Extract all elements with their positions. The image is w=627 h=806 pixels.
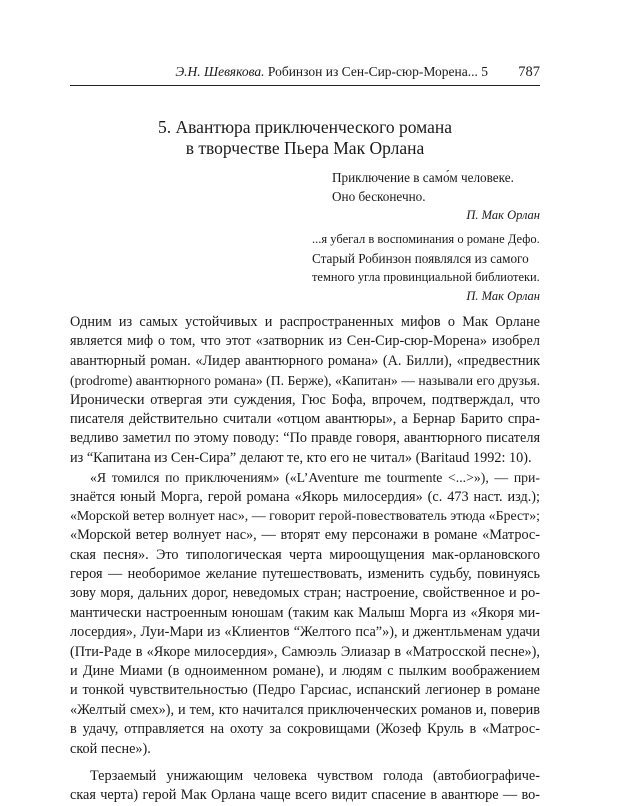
epigraph-line: Приключение в само́м человеке. — [332, 170, 514, 185]
chapter-title-line-1: 5. Авантюра приключенческого романа — [158, 117, 452, 137]
text-line: (Пти-Раде в «Якоре милосердия», Самюэль Элиазар в «Матросской песне»), — [70, 643, 540, 660]
epigraph-1 — [332, 168, 540, 225]
epigraph-line: темного угла провинциальной библиотеки. — [312, 270, 540, 284]
paragraph — [70, 313, 540, 468]
text-line: мантически настроенным юношам (таким как Малыш Морга из «Якоря ми- — [70, 604, 540, 621]
running-head-article: Робинзон из Сен-Сир-сюр-Морена... 5 — [267, 64, 488, 79]
epigraph-line: Старый Робинзон появлялся из самого — [312, 251, 529, 266]
text-line: зову моря, дальних дорог, неведомых стран; настроение, свойственное и ро- — [70, 585, 540, 602]
text-line: ская песня». Это типологическая черта мироощущения мак-орлановского — [70, 546, 540, 563]
paragraph — [70, 468, 540, 759]
epigraph-source: П. Мак Орлан — [466, 208, 540, 222]
text-line: ской песне»). — [70, 740, 151, 757]
text-line: писателя действительно считали «отцом авантюры», а Бернар Барито спра- — [70, 410, 540, 427]
text-line: героя — необоримое желание путешествовать, изменить судьбу, повинуясь — [70, 566, 540, 583]
text-line: «Я томился по приключениям» («L’Aventure me tourmente <...>»), — при- — [90, 470, 540, 486]
epigraph-2 — [312, 230, 540, 306]
chapter-title-line-2: в творчестве Пьера Мак Орлана — [185, 138, 425, 158]
text-line: (prodrome) авантюрного романа» (П. Берже), «Капитан» — называли его друзья. — [70, 373, 540, 389]
page-number: 787 — [518, 64, 540, 80]
chapter-title — [70, 117, 540, 159]
body-text — [70, 313, 540, 806]
text-line: Иронически отвергая эти суждения, Гюс Бофа, впрочем, подтверждал, что — [70, 391, 540, 408]
text-line: и тонкой чувствительностью (Педро Гарсиас, испанский легионер в романе — [70, 682, 540, 699]
text-line: авантюрный роман. «Лидер авантюрного романа» (А. Билли), «предвестник — [70, 352, 540, 369]
text-line: является миф о том, что этот «затворник из Сен-Сир-сюр-Морена» изобрел — [70, 333, 540, 350]
epigraph-line: Оно бесконечно. — [332, 189, 426, 204]
paragraph-gap — [70, 759, 540, 767]
text-line: Одним из самых устойчивых и распространенных мифов о Мак Орлане — [70, 314, 540, 330]
text-line: знаётся юный Морга, герой романа «Якорь милосердия» (с. 473 наст. изд.); — [70, 488, 540, 505]
text-line: и Дине Миами (в одноименном романе), и людям с пылким воображением — [70, 663, 540, 680]
text-line: в удачу, отправляется на охоту за сокровищами (Жозеф Круль в «Матрос- — [70, 721, 540, 738]
text-line: из “Капитана из Сен-Сира” делают те, кто его не читал» (Baritaud 1992: 10). — [70, 449, 532, 466]
running-head-author: Э.Н. Шевякова. — [175, 64, 265, 79]
text-line: «Морской ветер волнует нас», — вторят ему персонажи в романе «Матрос- — [70, 527, 540, 544]
text-line: ская черта) герой Мак Орлана чаще всего видит спасение в авантюре — во- — [70, 787, 540, 804]
text-line: Терзаемый унижающим человека чувством голода (автобиографиче- — [90, 767, 540, 784]
running-head-text — [175, 64, 488, 80]
header-rule — [70, 85, 540, 86]
text-line: «Желтый смех»), и тем, кто начитался приключенческих романов и, поверив — [70, 701, 540, 718]
epigraph-source: П. Мак Орлан — [466, 289, 540, 303]
text-line: лосердия», Луи-Мари из «Клиентов “Желтого пса”»), и джентльменам удачи — [70, 624, 540, 641]
text-line: «Морской ветер волнует нас», — говорит герой-повествователь этюда «Брест»; — [70, 508, 540, 524]
text-line: ведливо заметил по этому поводу: “По правде говоря, авантюрного писателя — [70, 430, 540, 447]
epigraph-line: ...я убегал в воспоминания о романе Дефо. — [312, 232, 540, 246]
